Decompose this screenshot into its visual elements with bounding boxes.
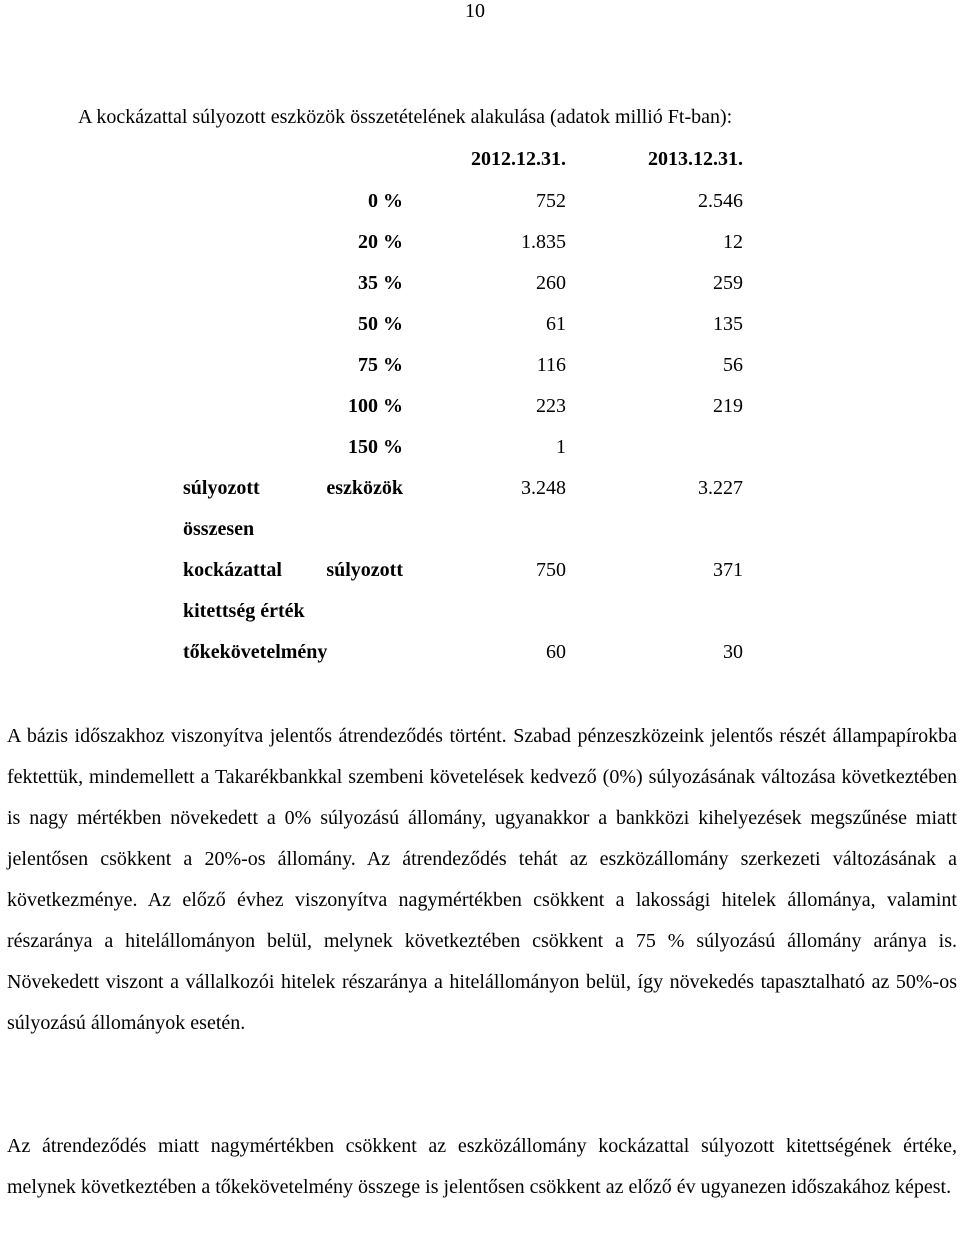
row-label: 100 % bbox=[348, 395, 403, 417]
row-label-continued: kitettség érték bbox=[183, 600, 305, 622]
cell-2012: 3.248 bbox=[521, 477, 566, 499]
cell-2012: 116 bbox=[536, 354, 566, 376]
cell-2012: 260 bbox=[536, 272, 566, 294]
row-label: 75 % bbox=[358, 354, 403, 376]
table-row bbox=[0, 272, 960, 302]
table-caption: A kockázattal súlyozott eszközök összetételének alakulása (adatok millió Ft-ban): bbox=[78, 106, 733, 128]
table-row-total bbox=[0, 477, 960, 540]
cell-2012: 752 bbox=[536, 190, 566, 212]
row-label: 150 % bbox=[348, 436, 403, 458]
cell-2013: 30 bbox=[723, 641, 743, 663]
cell-2012: 1.835 bbox=[521, 231, 566, 253]
cell-2012: 750 bbox=[536, 559, 566, 581]
row-label: 20 % bbox=[358, 231, 403, 253]
column-header-2012: 2012.12.31. bbox=[471, 148, 566, 170]
body-paragraph: A bázis időszakhoz viszonyítva jelentős átrendeződés történt. Szabad pénzeszközeink jelentős részét állampapírokba fektettük, mindemellett a Takarékbankkal szembeni követelések kedvező (0%) súlyozásának változása következtében is nagy mértékben növekedett a 0% súlyozású állomány, ugyanakkor a bankközi kihelyezések megszűnése miatt jelentősen csökkent a 20%-os állomány. Az átrendeződés tehát az eszközállomány szerkezeti változásának a következménye. Az előző évhez viszonyítva nagymértékben csökkent a lakossági hitelek állománya, valamint részaránya a hitelállományon belül, melynek következtében csökkent a 75 % súlyozású állomány aránya is. Növekedett viszont a vállalkozói hitelek részaránya a hitelállományon belül, így növekedés tapasztalható az 50%-os súlyozású állományok esetén. bbox=[7, 725, 957, 1034]
row-label: súlyozott eszközök bbox=[183, 477, 403, 499]
cell-2012: 61 bbox=[546, 313, 566, 335]
table-row bbox=[0, 395, 960, 425]
cell-2013: 135 bbox=[713, 313, 743, 335]
table-row bbox=[0, 436, 960, 466]
cell-2012: 223 bbox=[536, 395, 566, 417]
table-row bbox=[0, 313, 960, 343]
row-label: 50 % bbox=[358, 313, 403, 335]
cell-2013: 12 bbox=[723, 231, 743, 253]
table-row bbox=[0, 354, 960, 384]
cell-2013: 3.227 bbox=[698, 477, 743, 499]
cell-2013: 2.546 bbox=[698, 190, 743, 212]
cell-2012: 60 bbox=[546, 641, 566, 663]
row-label-continued: összesen bbox=[183, 518, 255, 540]
column-header-2013: 2013.12.31. bbox=[648, 148, 743, 170]
cell-2012: 1 bbox=[556, 436, 566, 458]
table-row bbox=[0, 190, 960, 220]
row-label: kockázattal súlyozott bbox=[183, 559, 403, 581]
cell-2013: 371 bbox=[713, 559, 743, 581]
cell-2013: 219 bbox=[713, 395, 743, 417]
row-label: 35 % bbox=[358, 272, 403, 294]
page-number: 10 bbox=[465, 0, 485, 22]
cell-2013: 259 bbox=[713, 272, 743, 294]
table-row bbox=[0, 231, 960, 261]
table-row-total bbox=[0, 641, 960, 671]
row-label: tőkekövetelmény bbox=[183, 641, 328, 663]
table-row-total bbox=[0, 559, 960, 622]
body-paragraph: Az átrendeződés miatt nagymértékben csökkent az eszközállomány kockázattal súlyozott kitettségének értéke, melynek következtében a tőkekövetelmény összege is jelentősen csökkent az előző év ugyanezen időszakához képest. bbox=[7, 1135, 957, 1198]
cell-2013: 56 bbox=[723, 354, 743, 376]
row-label: 0 % bbox=[368, 190, 403, 212]
